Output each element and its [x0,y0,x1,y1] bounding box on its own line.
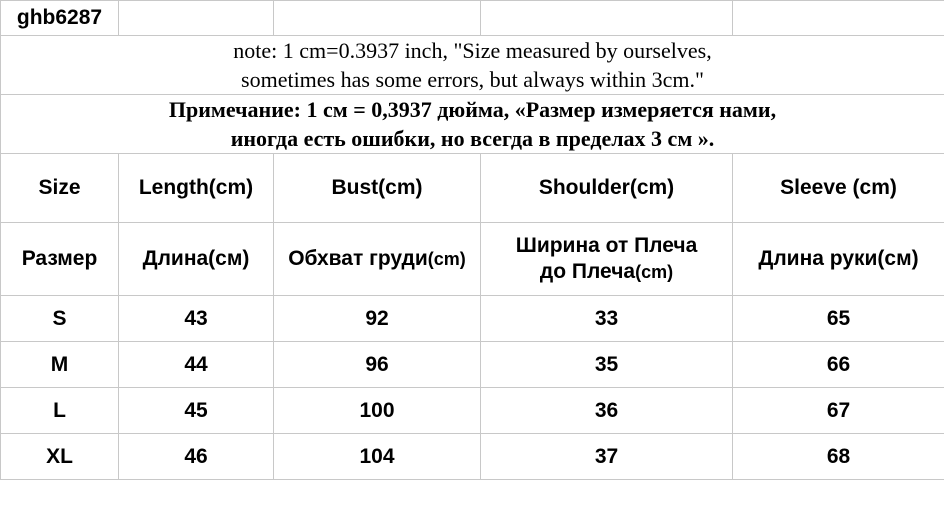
cell-shoulder: 36 [481,388,733,434]
header-shoulder-ru-line1: Ширина от Плеча [515,233,698,257]
header-bust-ru-main: Обхват груди [288,247,428,270]
table-row-note-ru [1,95,944,154]
header-length-ru: Длина(см) [119,223,274,296]
note-english-line-2: sometimes has some errors, but always within 3cm." [241,67,704,93]
empty-cell [733,1,944,36]
table-header-row-russian [1,223,944,296]
cell-length: 44 [119,342,274,388]
cell-sleeve: 68 [733,434,944,480]
header-sleeve-ru: Длина руки(см) [733,223,944,296]
cell-sleeve: 66 [733,342,944,388]
table-row-product-code [1,1,944,36]
header-shoulder-en: Shoulder(cm) [481,154,733,223]
note-english-line-1: note: 1 cm=0.3937 inch, "Size measured by ourselves, [233,38,712,63]
note-russian-line-1: Примечание: 1 см = 0,3937 дюйма, «Размер измеряется нами, [168,97,777,123]
header-shoulder-ru-line2: до Плеча [539,260,636,284]
empty-cell [481,1,733,36]
header-bust-en: Bust(cm) [274,154,481,223]
cell-length: 43 [119,296,274,342]
cell-length: 46 [119,434,274,480]
product-code: ghb6287 [1,1,119,36]
header-bust-ru [274,223,481,296]
cell-sleeve: 67 [733,388,944,434]
table-row-note-en [1,36,944,95]
header-size-ru: Размер [1,223,119,296]
table-row [1,388,944,434]
cell-size: L [1,388,119,434]
table-header-row-english [1,154,944,223]
note-english [1,36,944,95]
cell-shoulder: 35 [481,342,733,388]
cell-size: XL [1,434,119,480]
cell-length: 45 [119,388,274,434]
header-bust-ru-unit: (cm) [427,249,466,269]
cell-bust: 96 [274,342,481,388]
note-russian [1,95,944,154]
cell-size: S [1,296,119,342]
header-sleeve-en: Sleeve (cm) [733,154,944,223]
header-size-en: Size [1,154,119,223]
cell-sleeve: 65 [733,296,944,342]
header-shoulder-ru-unit: (cm) [635,262,674,283]
empty-cell [119,1,274,36]
note-russian-line-2: иногда есть ошибки, но всегда в пределах 3 см ». [230,126,715,152]
table-row [1,296,944,342]
cell-shoulder: 37 [481,434,733,480]
empty-cell [274,1,481,36]
cell-size: M [1,342,119,388]
cell-bust: 92 [274,296,481,342]
cell-bust: 104 [274,434,481,480]
header-length-en: Length(cm) [119,154,274,223]
header-shoulder-ru [481,223,733,296]
table-row [1,342,944,388]
cell-shoulder: 33 [481,296,733,342]
cell-bust: 100 [274,388,481,434]
table-row [1,434,944,480]
